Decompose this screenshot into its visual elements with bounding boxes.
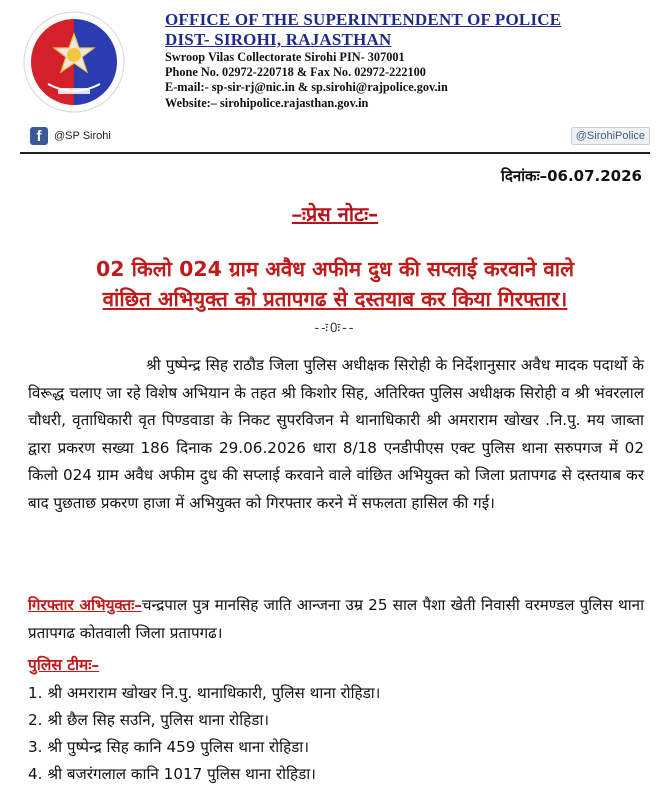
twitter-handle[interactable]: @SirohiPolice	[571, 127, 650, 145]
team-list	[28, 680, 380, 788]
separator: --ः0ः--	[314, 321, 356, 336]
address-line: Swroop Vilas Collectorate Sirohi PIN- 307001	[165, 50, 405, 64]
team-member: 3. श्री पुष्पेन्द्र सिह कानि 459 पुलिस थाना रोहिडा।	[28, 738, 309, 756]
body-text: श्री पुष्पेन्द्र सिह राठौड जिला पुलिस अधीक्षक सिरोही के निर्देशानुसार अवैध मादक पदार्थो के विरूद्ध चलाए जा रहे विशेष अभियान के तहत श्री किशोर सिह, अतिरिक्त पुलिस अधीक्षक सिरोही व श्री भंवरलाल चौधरी, वृताधिकारी वृत पिण्डवाडा के निकट सुपरविजन मे थानाधिकारी श्री अमराराम खोखर .नि.पु. मय जाब्ता द्वारा प्रकरण सख्या 186 दिनाक 29.06.2026 धारा 8/18 एनडीपीएस एक्ट पुलिस थाना सरुपगज में 02 किलो 024 ग्राम अवैध अफीम दुध की सप्लाई करवाने वाले वांछित अभियुक्त को जिला प्रतापगढ से दस्तयाब कर बाद पुछताछ प्रकरण हाजा में अभियुक्त को गिरफ्तार करने में सफलता हासिल की गई।	[28, 356, 644, 512]
email-line[interactable]: E-mail:- sp-sir-rj@nic.in & sp.sirohi@rajpolice.gov.in	[165, 80, 448, 95]
accused-text: चन्द्रपाल पुत्र मानसिह जाति आन्जना उम्र 25 साल पैशा खेती निवासी वरमण्डल पुलिस थाना प्रतापगढ कोतवाली जिला प्रतापगढ।	[28, 596, 645, 642]
headline-line-1: 02 किलो 024 ग्राम अवैध अफीम दुध की सप्लाई करवाने वाले	[96, 257, 574, 281]
press-note-label: –ःप्रेस नोटः–	[291, 202, 379, 226]
team-member: 1. श्री अमराराम खोखर नि.पु. थानाधिकारी, पुलिस थाना रोहिडा।	[28, 684, 381, 702]
police-logo-icon	[22, 10, 126, 114]
office-title: OFFICE OF THE SUPERINTENDENT OF POLICE	[165, 10, 562, 29]
team-member: 4. श्री बजरंगलाल कानि 1017 पुलिस थाना रोहिडा।	[28, 765, 316, 783]
headline	[30, 254, 640, 314]
team-member: 2. श्री छैल सिह सउनि, पुलिस थाना रोहिडा।	[28, 711, 270, 729]
district-title: DIST- SIROHI, RAJASTHAN	[165, 30, 392, 49]
body-paragraph	[28, 352, 644, 517]
social-row	[20, 127, 650, 149]
press-note-title	[0, 200, 670, 227]
header-divider	[20, 152, 650, 154]
website-line[interactable]: Website:– sirohipolice.rajasthan.gov.in	[165, 95, 369, 110]
facebook-handle[interactable]: @SP Sirohi	[54, 130, 111, 142]
document-date: दिनांकः–06.07.2026	[500, 167, 642, 185]
accused-label: गिरफ्तार अभियुक्तः–	[28, 596, 142, 614]
facebook-icon[interactable]: f	[30, 127, 48, 145]
team-heading: पुलिस टीमः–	[28, 656, 100, 674]
headline-line-2: वांछित अभियुक्त को प्रतापगढ से दस्तयाब कर किया गिरफ्तार।	[102, 287, 568, 311]
phone-line: Phone No. 02972-220718 & Fax No. 02972-222100	[165, 65, 426, 80]
accused-section	[28, 592, 644, 647]
letterhead	[165, 10, 655, 111]
